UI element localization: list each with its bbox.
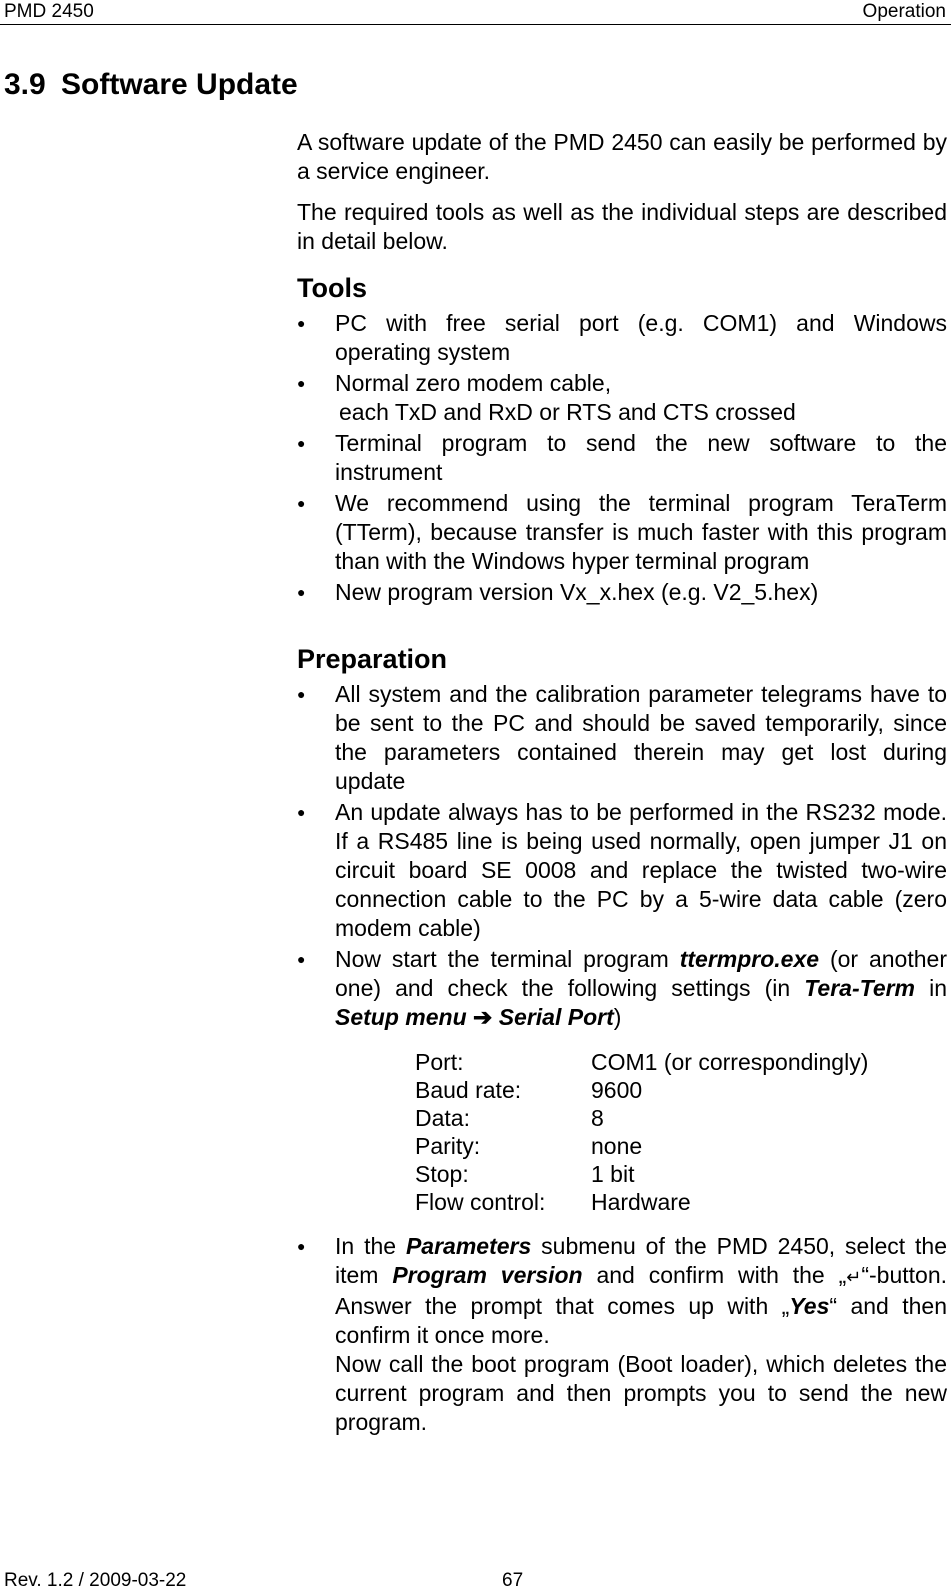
bullet-icon: ● <box>297 1238 306 1254</box>
bullet-icon: ● <box>297 495 306 511</box>
footer-revision: Rev. 1.2 / 2009-03-22 <box>4 1570 187 1591</box>
header-chapter: Operation <box>862 1 946 22</box>
list-item: ● PC with free serial port (e.g. COM1) and Windows operating system <box>297 310 947 365</box>
list-item: ● Normal zero modem cable, each TxD and RxD or RTS and CTS crossed <box>297 370 796 425</box>
setup-menu-name: Setup menu <box>335 1004 467 1030</box>
bullet-icon: ● <box>297 315 306 331</box>
tools-heading: Tools <box>297 273 367 303</box>
preparation-list <box>297 680 947 1437</box>
list-item: ● New program version Vx_x.hex (e.g. V2_5.hex) <box>297 579 819 605</box>
boot-loader-text: Now call the boot program (Boot loader), which deletes the current program and then prompts you to send the new program. <box>335 1351 947 1435</box>
preparation-heading: Preparation <box>297 644 448 674</box>
section-title <box>4 68 298 102</box>
intro-paragraph-2: The required tools as well as the individual steps are described in detail below. <box>297 199 947 254</box>
yes-answer: Yes <box>789 1293 830 1319</box>
program-name: ttermpro.exe <box>679 946 820 972</box>
list-item: ● Now start the terminal program ttermpro.exe (or another one) and check the following settings (in Tera-Term in Setup menu ➔ Serial Port) Port: COM1 (or correspondingly) Baud rate: 9600 Data: 8 Parity: none Stop: 1 bit Flow control: Hardware <box>297 946 947 1215</box>
settings-row: Port: COM1 (or correspondingly) <box>415 1049 869 1075</box>
settings-row: Flow control: Hardware <box>415 1189 691 1215</box>
intro-paragraph-1: A software update of the PMD 2450 can easily be performed by a service engineer. <box>297 129 947 184</box>
bullet-icon: ● <box>297 375 306 391</box>
header-product: PMD 2450 <box>4 1 94 22</box>
footer-page-number: 67 <box>502 1570 524 1591</box>
list-item: ● We recommend using the terminal program TeraTerm (TTerm), because transfer is much faster with this program than with the Windows hyper terminal program <box>297 490 947 574</box>
settings-row: Parity: none <box>415 1133 643 1159</box>
teraterm-name: Tera-Term <box>804 975 916 1001</box>
section-title-text: Software Update <box>61 68 298 101</box>
arrow-right-icon: ➔ <box>473 1004 493 1030</box>
list-item: ● An update always has to be performed in the RS232 mode. If a RS485 line is being used normally, open jumper J1 on circuit board SE 0008 and replace the twisted two-wire connection cable to the PC by a 5-wire data cable (zero modem cable) <box>297 799 947 941</box>
page-header <box>0 0 951 25</box>
bullet-icon: ● <box>297 951 306 967</box>
settings-row: Data: 8 <box>415 1105 604 1131</box>
bullet-icon: ● <box>297 686 306 702</box>
tools-list <box>297 309 947 607</box>
parameters-menu-name: Parameters <box>405 1233 532 1259</box>
serial-port-name: Serial Port <box>498 1004 614 1030</box>
bullet-icon: ● <box>297 584 306 600</box>
section-number: 3.9 <box>4 68 46 101</box>
settings-row: Stop: 1 bit <box>415 1161 635 1187</box>
settings-row: Baud rate: 9600 <box>415 1077 643 1103</box>
bullet-icon: ● <box>297 804 306 820</box>
program-version-name: Program version <box>392 1262 583 1288</box>
main-content <box>297 128 947 1439</box>
list-item: ● All system and the calibration parameter telegrams have to be sent to the PC and should be saved temporarily, since the parameters contained therein may get lost during update <box>297 681 947 794</box>
enter-key-icon: ↵ <box>846 1267 862 1287</box>
list-item: ● In the Parameters submenu of the PMD 2450, select the item Program version and confirm with the „↵“-button. Answer the prompt that comes up with „Yes“ and then confirm it once more. Now call the boot program (Boot loader), which deletes the current program and then prompts you to send the new program. <box>297 1233 948 1435</box>
list-item: ● Terminal program to send the new software to the instrument <box>297 430 947 485</box>
serial-settings-table <box>415 1048 947 1216</box>
bullet-icon: ● <box>297 435 306 451</box>
